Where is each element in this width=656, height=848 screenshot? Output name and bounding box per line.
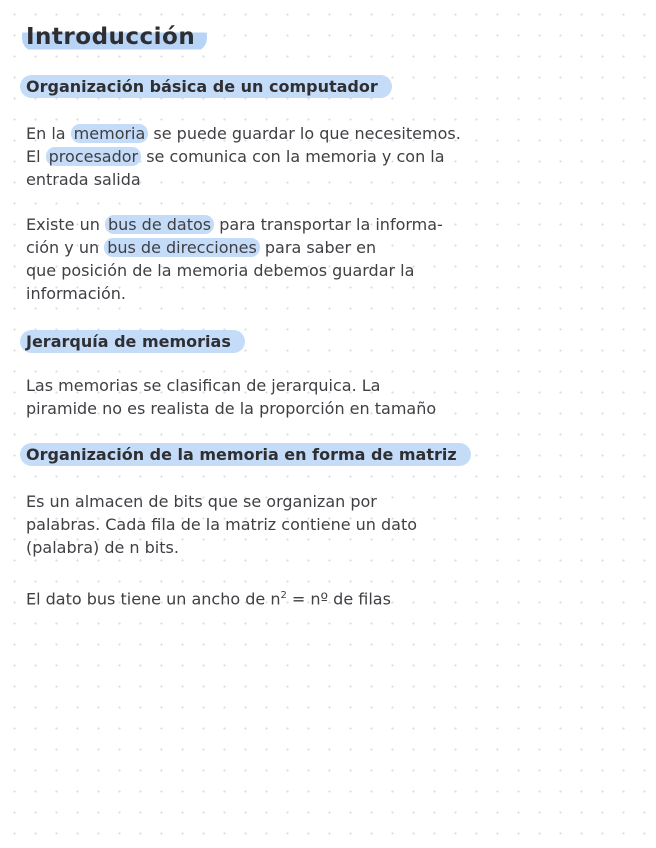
text-segment: El dato bus tiene un ancho de n — [26, 589, 281, 609]
highlight-bus-direcciones: bus de direcciones — [104, 238, 260, 257]
paragraph-memoria-procesador — [26, 122, 461, 191]
heading-organizacion-basica: Organización básica de un computador — [20, 75, 392, 98]
heading-jerarquia: Jerarquía de memorias — [20, 330, 245, 353]
page-title: Introducción — [22, 22, 207, 52]
highlight-procesador: procesador — [46, 147, 141, 166]
text-segment: para transportar la informa- ción y un — [26, 215, 443, 257]
paragraph-dato-bus — [26, 584, 391, 610]
superscript: 2 — [280, 590, 287, 601]
text-segment: = nº de filas — [286, 589, 391, 609]
paragraph-matriz: Es un almacen de bits que se organizan por palabras. Cada fila de la matriz contiene un dato (palabra) de n bits. — [26, 492, 418, 557]
text-segment: para saber en que posición de la memoria debemos guardar la información. — [26, 238, 415, 303]
paragraph-buses — [26, 213, 443, 305]
text-segment: se puede guardar lo que necesitemos. El — [26, 124, 461, 166]
highlight-memoria: memoria — [71, 124, 149, 143]
text-segment: En la — [26, 124, 71, 143]
text-segment: se comunica con la memoria y con la entrada salida — [26, 147, 445, 189]
highlight-bus-datos: bus de datos — [105, 215, 214, 234]
paragraph-jerarquia: Las memorias se clasifican de jerarquica. La piramide no es realista de la proporción en tamaño — [26, 376, 437, 418]
text-segment: Existe un — [26, 215, 105, 234]
heading-organizacion-matriz: Organización de la memoria en forma de matriz — [20, 443, 471, 466]
